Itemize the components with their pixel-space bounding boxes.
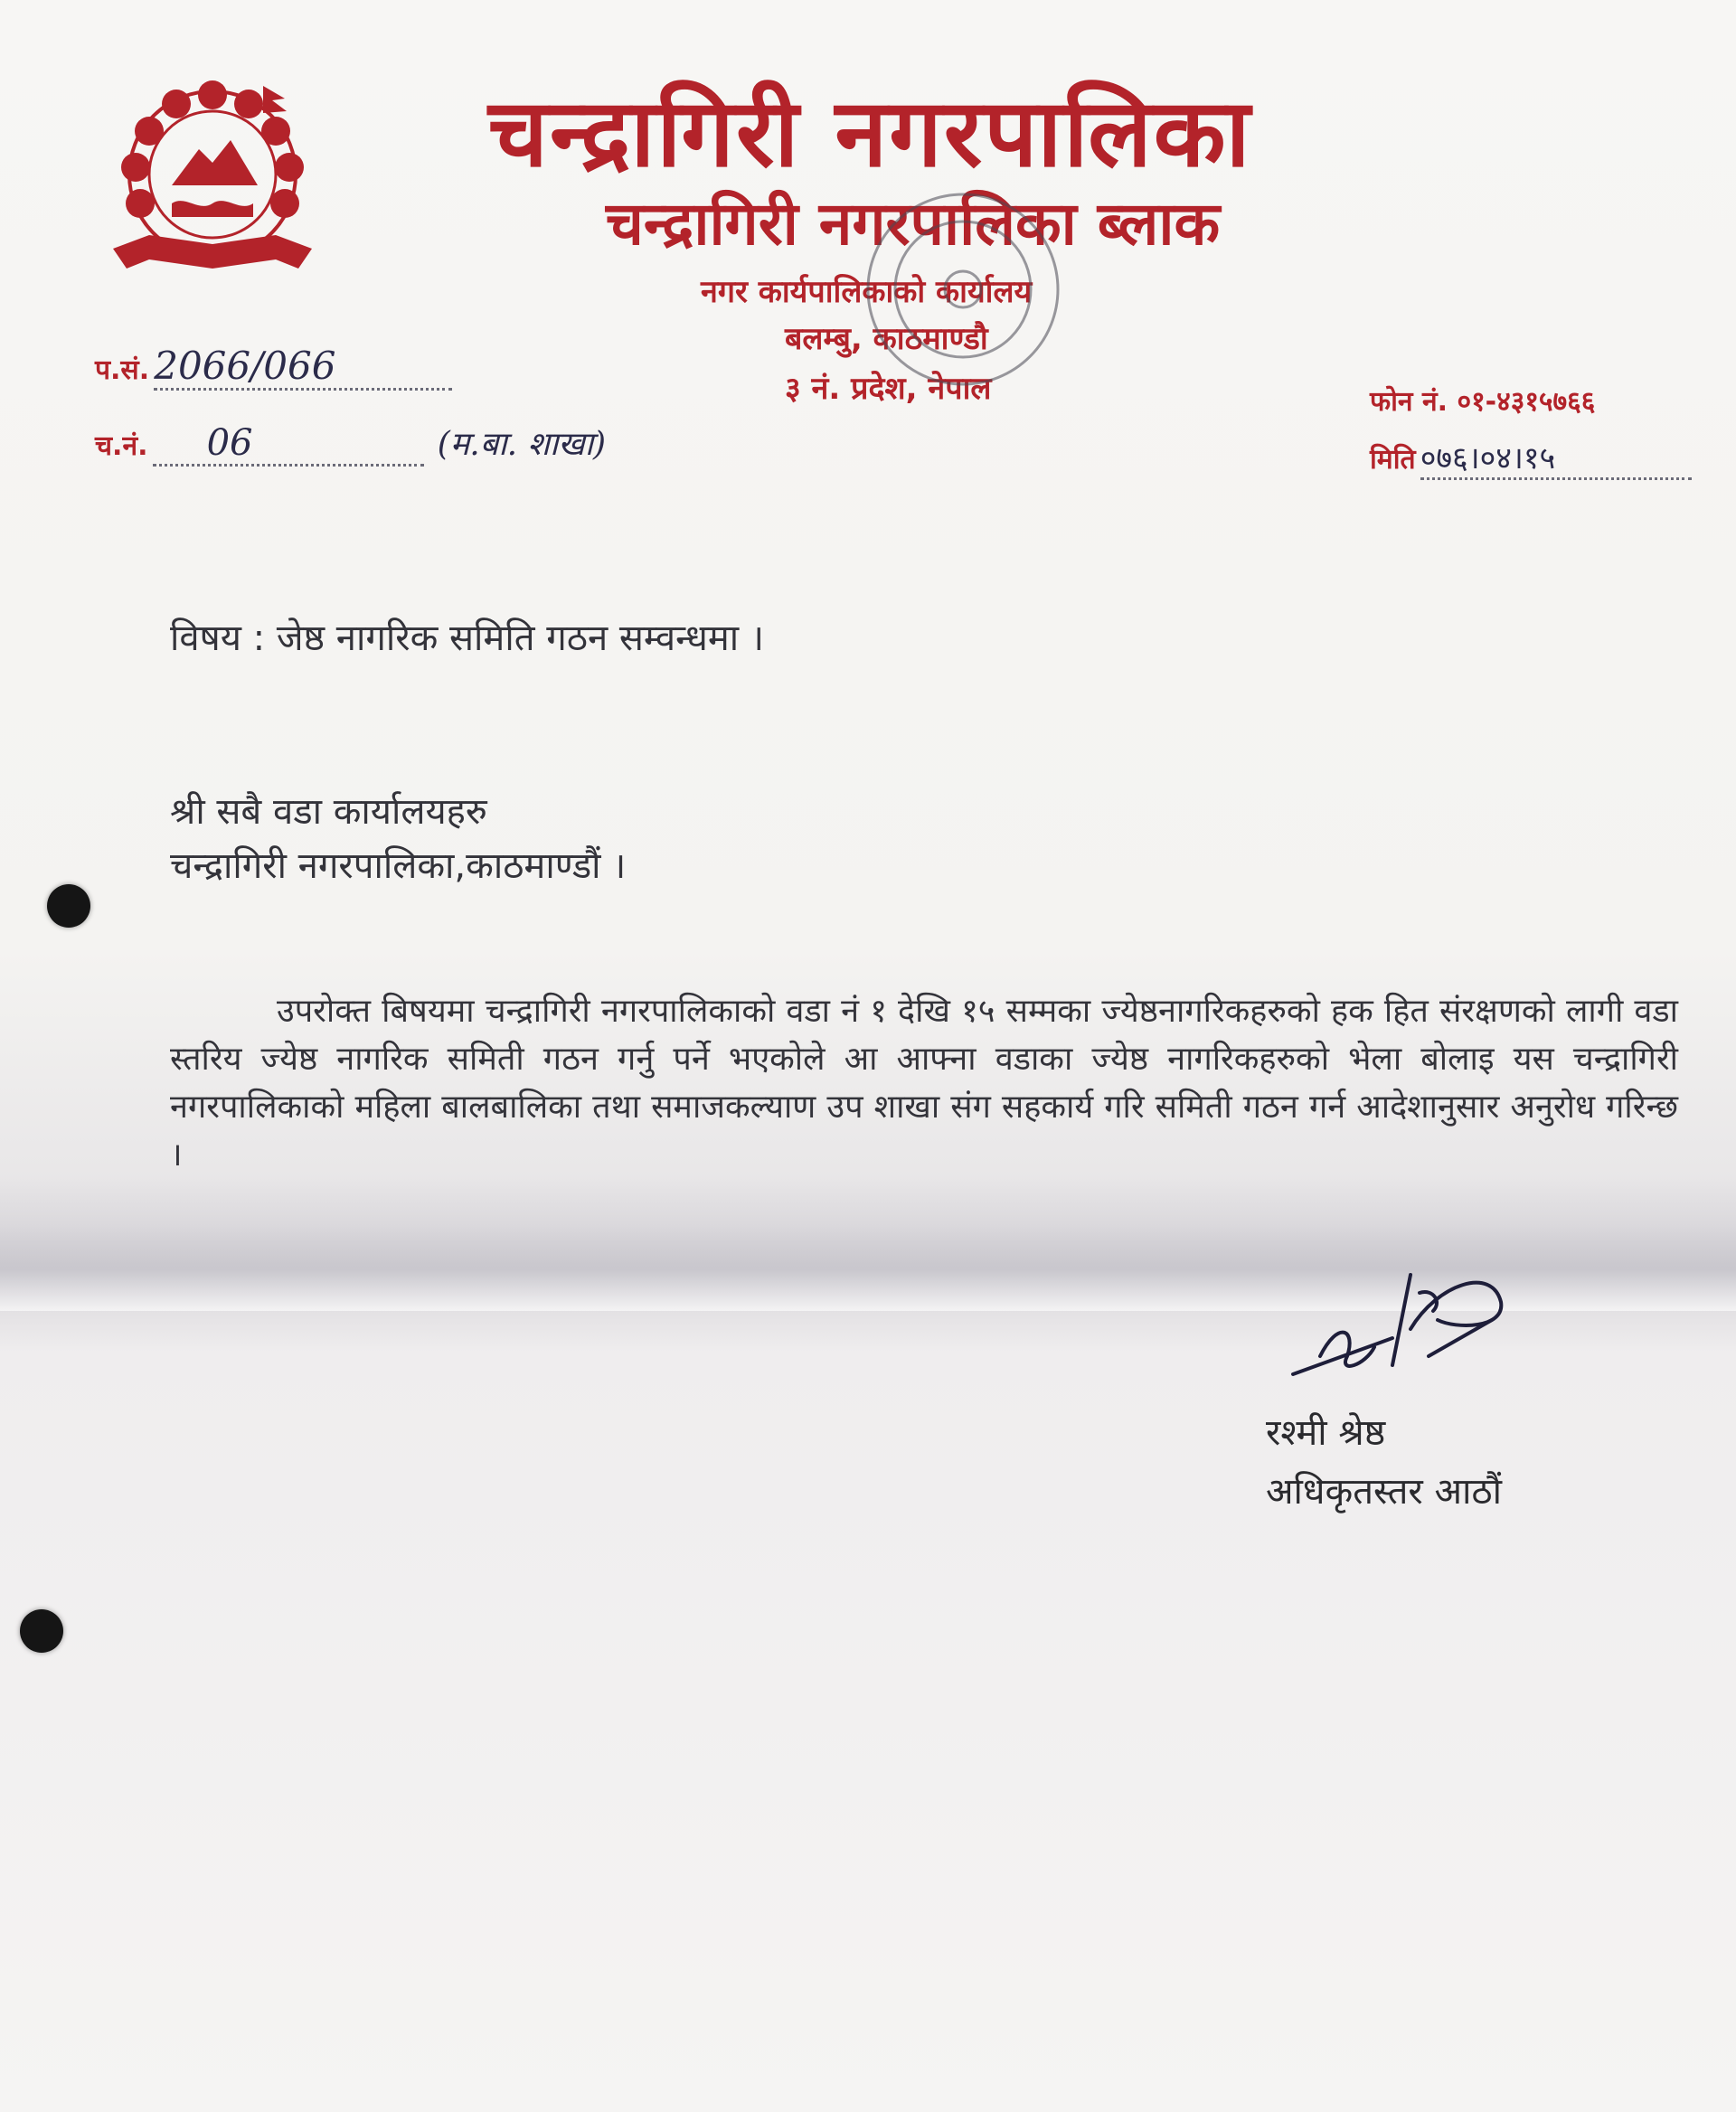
letterhead-office: नगर कार्यपालिकाको कार्यालय (701, 274, 1033, 310)
cn-label: च.नं. (95, 430, 148, 462)
signatory-name: रश्मी श्रेष्ठ (1266, 1412, 1386, 1454)
date-field (1420, 436, 1692, 480)
letterhead-title: चन्द्रागिरी नगरपालिका (488, 78, 1252, 188)
signature-icon (1284, 1248, 1519, 1401)
reference-ps (95, 344, 452, 391)
letterhead-address: बलम्बु, काठमाण्डौ (785, 321, 988, 357)
phone-number: फोन नं. ०१-४३१५७६६ (1370, 386, 1596, 418)
letter-subject: विषय : जेष्ठ नागरिक समिति गठन सम्वन्धमा । (170, 618, 764, 659)
recipient-line-2: चन्द्रागिरी नगरपालिका,काठमाण्डौं । (170, 845, 627, 887)
letter-body-text: उपरोक्त बिषयमा चन्द्रागिरी नगरपालिकाको वडा नं १ देखि १५ सम्मका ज्येष्ठनागरिकहरुको हक हित संरक्षणको लागी वडा स्तरिय ज्येष्ठ नागरिक समिती गठन गर्नु पर्ने भएकोले आ आफ्ना वडाका ज्येष्ठ नागरिकहरुको भेला बोलाइ यस चन्द्रागिरी नगरपालिकाको महिला बालबालिका तथा समाजकल्याण उप शाखा संग सहकार्य गरि समिती गठन गर्न आदेशानुसार अनुरोध गरिन्छ । (170, 993, 1678, 1174)
cn-value: 06 (206, 422, 253, 464)
ps-label: प.सं. (95, 354, 150, 386)
reference-cn (95, 420, 606, 467)
punch-hole-bottom (20, 1609, 63, 1653)
date-label: मिति (1370, 444, 1416, 476)
letter-body (170, 987, 1678, 1179)
recipient-line-1: श्री सबै वडा कार्यालयहरु (170, 791, 487, 833)
nepal-emblem-icon (86, 68, 339, 303)
ps-field (154, 344, 452, 391)
letterhead-subtitle: चन्द्रागिरी नगरपालिका ब्लाक (606, 189, 1221, 259)
cn-note: (म.बा. शाखा) (437, 426, 607, 463)
date-line (1370, 436, 1692, 480)
ps-value: 2066/066 (154, 344, 336, 388)
date-value: ०७६।०४।१५ (1420, 440, 1556, 476)
round-stamp-icon (859, 154, 1067, 425)
letterhead-province: ३ नं. प्रदेश, नेपाल (785, 371, 992, 407)
signatory-designation: अधिकृतस्तर आठौं (1266, 1471, 1502, 1513)
punch-hole-top (47, 884, 90, 928)
cn-field (153, 422, 424, 467)
